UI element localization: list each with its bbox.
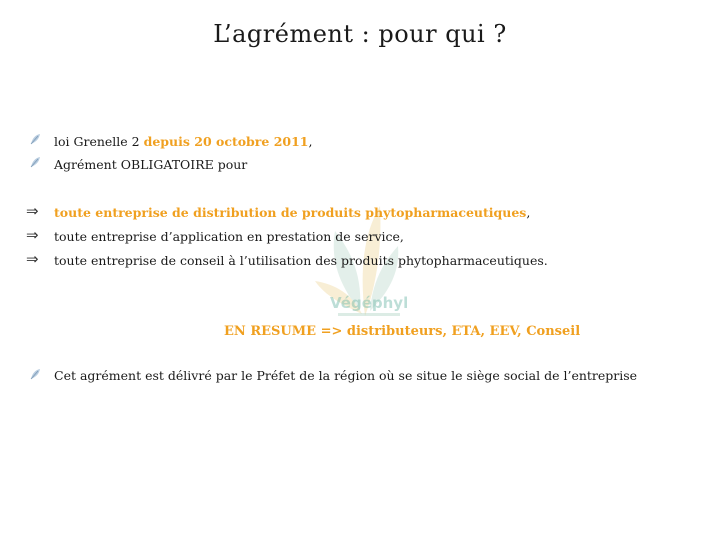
target-line-3	[54, 253, 548, 268]
intro-line-2-text: Agrément OBLIGATOIRE pour	[54, 157, 248, 172]
double-arrow-icon: ⇒	[26, 202, 39, 220]
slide-title: L’agrément : pour qui ?	[213, 20, 507, 48]
double-arrow-icon: ⇒	[26, 226, 39, 244]
watermark-subline	[338, 313, 400, 316]
leaf-bullet-icon	[28, 367, 42, 381]
intro-line-2	[54, 157, 247, 172]
intro-line-1-suffix: ,	[308, 134, 313, 149]
target-line-2-text: toute entreprise d’application en prestation de service,	[54, 229, 404, 244]
leaf-bullet-icon	[28, 132, 42, 146]
intro-line-1	[54, 134, 312, 149]
target-line-2	[54, 229, 404, 244]
target-line-1-suffix: ,	[526, 205, 531, 220]
intro-line-1-highlight: depuis 20 octobre 2011	[143, 134, 309, 149]
target-line-3-text: toute entreprise de conseil à l’utilisation des produits phytopharmaceutiques.	[54, 253, 548, 268]
summary-line: EN RESUME => distributeurs, ETA, EEV, Conseil	[224, 324, 581, 339]
double-arrow-icon: ⇒	[26, 250, 39, 268]
intro-line-1-text: loi Grenelle 2	[54, 134, 144, 149]
target-line-1	[54, 205, 530, 220]
leaf-bullet-icon	[28, 155, 42, 169]
watermark-label: Végéphyl	[330, 294, 409, 312]
target-line-1-highlight: toute entreprise de distribution de produits phytopharmaceutiques	[54, 205, 527, 220]
conclusion-line: Cet agrément est délivré par le Préfet de la région où se situe le siège social de l’entreprise	[54, 368, 638, 383]
